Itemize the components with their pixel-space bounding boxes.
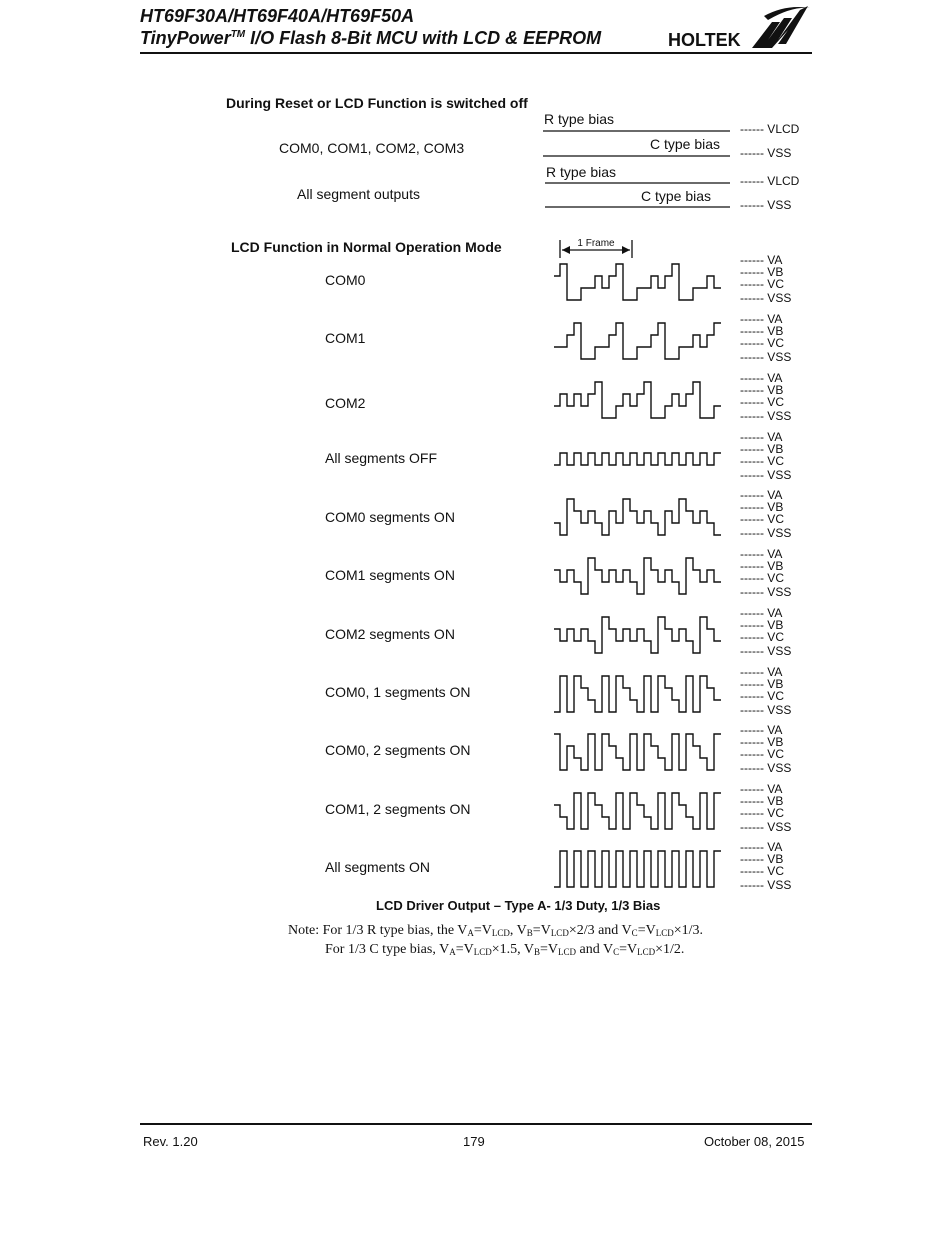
voltage-level-label: ------ VB bbox=[740, 383, 784, 397]
row-label: COM0 segments ON bbox=[325, 509, 455, 525]
voltage-level-label: ------ VA bbox=[740, 430, 783, 444]
voltage-level-label: ------ VC bbox=[740, 864, 784, 878]
waveform-trace bbox=[554, 323, 721, 359]
subtitle-rest: I/O Flash 8-Bit MCU with LCD & EEPROM bbox=[245, 28, 602, 48]
voltage-level-label: ------ VSS bbox=[740, 761, 792, 775]
voltage-level-label: ------ VSS bbox=[740, 820, 792, 834]
voltage-level-label: ------ VC bbox=[740, 454, 784, 468]
waveform-trace bbox=[554, 676, 721, 712]
waveform-trace bbox=[554, 264, 721, 300]
vlcd-level-1: ------ VLCD bbox=[740, 122, 800, 136]
row-label: COM0 bbox=[325, 272, 366, 288]
row-label: COM1 segments ON bbox=[325, 567, 455, 583]
voltage-level-label: ------ VB bbox=[740, 852, 784, 866]
voltage-level-label: ------ VB bbox=[740, 618, 784, 632]
c-bias-label-1: C type bias bbox=[650, 136, 721, 152]
voltage-level-label: ------ VSS bbox=[740, 468, 792, 482]
voltage-level-label: ------ VSS bbox=[740, 526, 792, 540]
subtitle-brand: TinyPower bbox=[140, 28, 231, 48]
row-label: COM1 bbox=[325, 330, 366, 346]
voltage-level-label: ------ VSS bbox=[740, 350, 792, 364]
voltage-level-label: ------ VA bbox=[740, 840, 783, 854]
waveform-trace bbox=[554, 851, 721, 887]
reset-seg-label: All segment outputs bbox=[297, 186, 420, 202]
vlcd-level-2: ------ VLCD bbox=[740, 174, 800, 188]
voltage-level-label: ------ VSS bbox=[740, 878, 792, 892]
waveform-trace bbox=[554, 734, 721, 770]
voltage-level-label: ------ VA bbox=[740, 312, 783, 326]
voltage-level-label: ------ VB bbox=[740, 677, 784, 691]
voltage-level-label: ------ VB bbox=[740, 500, 784, 514]
voltage-level-label: ------ VSS bbox=[740, 644, 792, 658]
c-bias-label-2: C type bias bbox=[641, 188, 712, 204]
footer-page-number: 179 bbox=[463, 1134, 485, 1149]
footer-rule bbox=[140, 1123, 812, 1125]
note-line-1: Note: For 1/3 R type bias, the $V_A=V_{LCD}$, $V_B=V_{LCD}\times 2/3$ and $V_C=V_{LCD}\times 1/3$. bbox=[288, 923, 703, 938]
document-part-numbers: HT69F30A/HT69F40A/HT69F50A bbox=[140, 6, 415, 26]
note-prefix: Note: bbox=[288, 923, 320, 938]
voltage-level-label: ------ VC bbox=[740, 277, 784, 291]
waveform-trace bbox=[554, 382, 721, 418]
voltage-level-label: ------ VC bbox=[740, 571, 784, 585]
voltage-level-label: ------ VA bbox=[740, 547, 783, 561]
voltage-level-label: ------ VSS bbox=[740, 291, 792, 305]
waveform-trace bbox=[554, 617, 721, 653]
r-bias-label-2: R type bias bbox=[546, 164, 617, 180]
voltage-level-label: ------ VB bbox=[740, 265, 784, 279]
row-label: All segments ON bbox=[325, 859, 431, 875]
voltage-level-label: ------ VC bbox=[740, 689, 784, 703]
voltage-level-label: ------ VA bbox=[740, 488, 783, 502]
waveform-trace bbox=[554, 499, 721, 535]
voltage-level-label: ------ VA bbox=[740, 665, 783, 679]
reset-com-label: COM0, COM1, COM2, COM3 bbox=[279, 140, 465, 156]
r-bias-label-1: R type bias bbox=[544, 111, 615, 127]
row-label: COM1, 2 segments ON bbox=[325, 801, 471, 817]
waveform-trace bbox=[554, 793, 721, 829]
voltage-level-label: ------ VB bbox=[740, 442, 784, 456]
voltage-level-label: ------ VA bbox=[740, 723, 783, 737]
voltage-level-label: ------ VB bbox=[740, 735, 784, 749]
note-line-2: For 1/3 C type bias, $V_A=V_{LCD}\times 1.5$, $V_B=V_{LCD}$ and $V_C=V_{LCD}\times 1/2$. bbox=[325, 942, 685, 957]
voltage-level-label: ------ VC bbox=[740, 747, 784, 761]
row-label: COM2 segments ON bbox=[325, 626, 455, 642]
voltage-level-label: ------ VSS bbox=[740, 585, 792, 599]
footer-date: October 08, 2015 bbox=[704, 1134, 805, 1149]
footer-revision: Rev. 1.20 bbox=[143, 1134, 198, 1149]
voltage-level-label: ------ VA bbox=[740, 253, 783, 267]
voltage-level-label: ------ VC bbox=[740, 806, 784, 820]
voltage-level-label: ------ VA bbox=[740, 782, 783, 796]
trademark-mark: TM bbox=[230, 29, 246, 40]
voltage-level-label: ------ VB bbox=[740, 324, 784, 338]
voltage-level-label: ------ VC bbox=[740, 336, 784, 350]
figure-caption: LCD Driver Output – Type A- 1/3 Duty, 1/3 Bias bbox=[376, 898, 661, 913]
frame-label: 1 Frame bbox=[577, 238, 615, 249]
reset-section-heading: During Reset or LCD Function is switched off bbox=[226, 95, 528, 111]
logo-wordmark: HOLTEK bbox=[668, 30, 741, 50]
voltage-level-label: ------ VB bbox=[740, 794, 784, 808]
voltage-level-label: ------ VC bbox=[740, 395, 784, 409]
voltage-level-label: ------ VSS bbox=[740, 703, 792, 717]
voltage-level-label: ------ VA bbox=[740, 371, 783, 385]
waveform-trace bbox=[554, 453, 721, 465]
row-label: COM2 bbox=[325, 395, 366, 411]
row-label: COM0, 1 segments ON bbox=[325, 684, 471, 700]
normal-section-heading: LCD Function in Normal Operation Mode bbox=[231, 239, 502, 255]
row-label: All segments OFF bbox=[325, 450, 438, 466]
voltage-level-label: ------ VC bbox=[740, 630, 784, 644]
row-label: COM0, 2 segments ON bbox=[325, 742, 471, 758]
vss-level-1: ------ VSS bbox=[740, 146, 792, 160]
voltage-level-label: ------ VSS bbox=[740, 409, 792, 423]
waveform-trace bbox=[554, 558, 721, 594]
vss-level-2: ------ VSS bbox=[740, 198, 792, 212]
voltage-level-label: ------ VB bbox=[740, 559, 784, 573]
voltage-level-label: ------ VC bbox=[740, 512, 784, 526]
voltage-level-label: ------ VA bbox=[740, 606, 783, 620]
